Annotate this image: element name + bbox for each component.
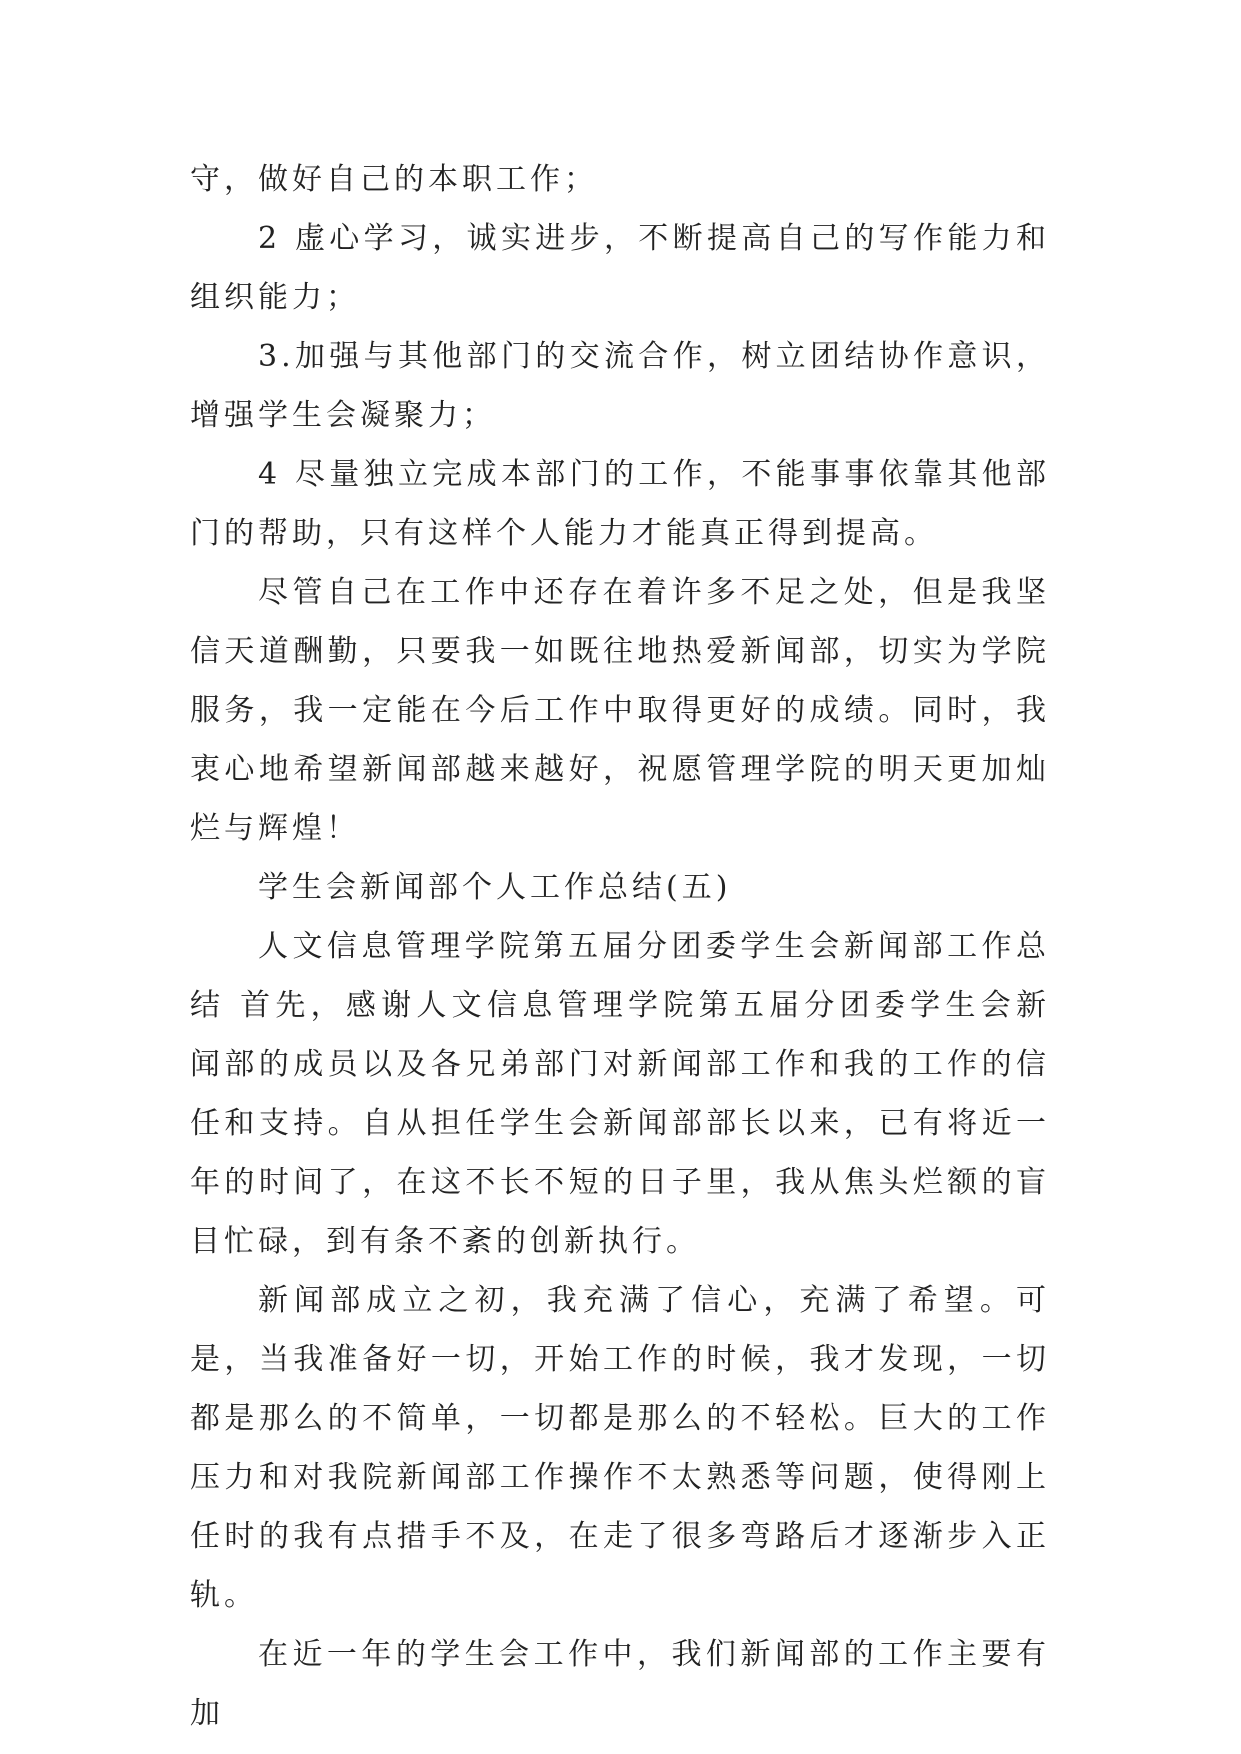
document-body	[190, 150, 1050, 1743]
section-heading: 学生会新闻部个人工作总结(五)	[258, 870, 732, 905]
paragraph-continuation: 守，做好自己的本职工作；	[190, 162, 598, 197]
paragraph-item-3: 3.加强与其他部门的交流合作，树立团结协作意识，增强学生会凝聚力；	[190, 339, 1050, 433]
paragraph-intro: 人文信息管理学院第五届分团委学生会新闻部工作总结 首先，感谢人文信息管理学院第五届分团委学生会新闻部的成员以及各兄弟部门对新闻部工作和我的工作的信任和支持。自从担任学生会新闻部部长以来，已有将近一年的时间了，在这不长不短的日子里，我从焦头烂额的盲目忙碌，到有条不紊的创新执行。	[190, 929, 1050, 1259]
paragraph-item-4: 4 尽量独立完成本部门的工作，不能事事依靠其他部门的帮助，只有这样个人能力才能真正得到提高。	[190, 457, 1050, 551]
paragraph-closing: 尽管自己在工作中还存在着许多不足之处，但是我坚信天道酬勤，只要我一如既往地热爱新闻部，切实为学院服务，我一定能在今后工作中取得更好的成绩。同时，我衷心地希望新闻部越来越好，祝愿管理学院的明天更加灿烂与辉煌！	[190, 575, 1050, 846]
paragraph-beginning: 新闻部成立之初，我充满了信心，充满了希望。可是，当我准备好一切，开始工作的时候，我才发现，一切都是那么的不简单，一切都是那么的不轻松。巨大的工作压力和对我院新闻部工作操作不太熟悉等问题，使得刚上任时的我有点措手不及，在走了很多弯路后才逐渐步入正轨。	[190, 1283, 1050, 1613]
paragraph-work-summary: 在近一年的学生会工作中，我们新闻部的工作主要有加	[190, 1637, 1050, 1731]
paragraph-item-2: 2 虚心学习，诚实进步，不断提高自己的写作能力和组织能力；	[190, 221, 1050, 315]
